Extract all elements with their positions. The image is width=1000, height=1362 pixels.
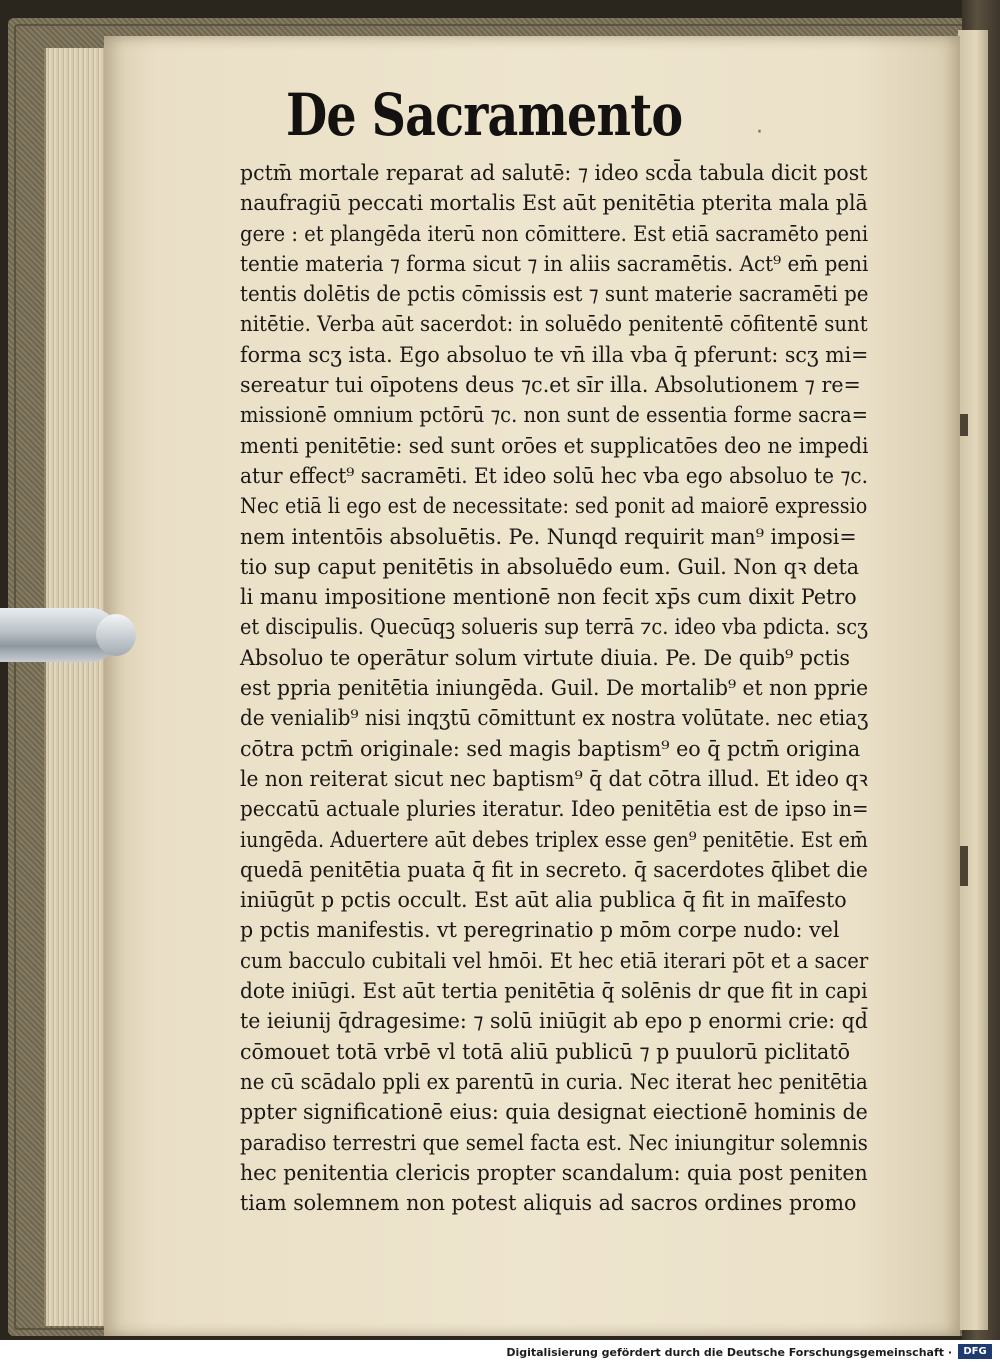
text-line: cōmouet totā vrbē vl totā aliū publicū ⁊ p puulorū piclitatō	[240, 1039, 851, 1064]
text-line: ppter significationē eius: quia designat eiectionē hominis de	[240, 1100, 868, 1125]
text-line: gere : et plangēda iterū non cōmittere. Est etiā sacramēto peni	[240, 221, 869, 246]
text-line: Nec etiā li ego est de necessitate: sed ponit ad maiorē expressio	[240, 494, 868, 519]
funding-credit: Digitalisierung gefördert durch die Deutsche Forschungsgemeinschaft ·	[506, 1346, 952, 1359]
text-line: forma scʒ ista. Ego absoluo te vn̄ illa vba q̄ pferunt: scʒ mi=	[240, 342, 869, 367]
text-line: tiam solemnem non potest aliquis ad sacros ordines promo	[240, 1191, 857, 1216]
text-line: te ieiunij q̄dragesime: ⁊ solū iniūgit ab epo p enormi crie: qd̄	[240, 1009, 868, 1034]
text-line: hec penitentia clericis propter scandalum: quia post peniten	[240, 1160, 868, 1185]
text-line: atur effect⁹ sacramēti. Et ideo solū hec vba ego absoluo te ⁊c.	[240, 463, 868, 488]
text-line: cōtra pctm̄ originale: sed magis baptism⁹ eo q̄ pctm̄ origina	[240, 736, 861, 761]
text-line: p pctis manifestis. vt peregrinatio p mōm corpe nudo: vel	[240, 918, 840, 943]
text-line: peccatū actuale pluries iteratur. Ideo penitētia est de ipso in=	[240, 797, 869, 822]
page-edge-mark	[960, 414, 968, 436]
text-line: paradiso terrestri que semel facta est. Nec iniungitur solemnis	[240, 1130, 868, 1155]
text-line: menti penitētie: sed sunt orōes et supplicatōes deo ne impedi	[240, 433, 869, 458]
text-line: quedā penitētia puata q̄ fit in secreto. q̄ sacerdotes q̄libet die	[240, 857, 868, 882]
facing-page-edge	[958, 30, 988, 1330]
text-line: iniūgūt p pctis occult. Est aūt alia publica q̄ fit in maīfesto	[240, 888, 847, 913]
text-line: ne cū scādalo ppli ex parentū in curia. Nec iterat hec penitētia	[240, 1069, 868, 1094]
body-text	[240, 158, 880, 1218]
text-line: missionē omnium pctōrū ⁊c. non sunt de essentia forme sacra=	[240, 403, 868, 428]
dfg-logo: DFG	[958, 1344, 992, 1359]
text-line: tio sup caput penitētis in absoluēdo eum. Guil. Non qꝛ deta	[240, 554, 860, 579]
page-edge-mark	[960, 846, 968, 886]
text-line: tentie materia ⁊ forma sicut ⁊ in aliis sacramētis. Act⁹ em̄ peni	[240, 251, 869, 276]
text-line: pctm̄ mortale reparat ad salutē: ⁊ ideo scd̄a tabula dicit post	[240, 161, 868, 185]
text-line: nitētie. Verba aūt sacerdot: in soluēdo penitentē cōfitentē sunt	[240, 312, 868, 337]
page-heading: De Sacramento	[286, 81, 683, 149]
text-line: est ppria penitētia iniungēda. Guil. De mortalib⁹ et non pprie	[240, 676, 869, 701]
clamp-tip	[96, 614, 136, 656]
text-line: Absoluo te operātur solum virtute diuia. Pe. De quib⁹ pctis	[240, 645, 850, 670]
text-line: li manu impositione mentionē non fecit xp̄s cum dixit Petro	[240, 585, 857, 610]
text-line: naufragiū peccati mortalis Est aūt penitētia pterita mala plā	[240, 191, 868, 216]
text-line: de venialib⁹ nisi inqʒtū cōmittunt ex nostra volūtate. nec etiaʒ	[240, 706, 869, 731]
text-line: tentis dolētis de pctis cōmissis est ⁊ sunt materie sacramēti pe	[240, 282, 869, 307]
text-line: le non reiterat sicut nec baptism⁹ q̄ dat cōtra illud. Et ideo qꝛ	[240, 766, 868, 791]
text-line: iungēda. Aduertere aūt debes triplex esse gen⁹ penitētie. Est em̄	[240, 827, 868, 852]
margin-mark: ·	[756, 120, 763, 145]
book-clamp	[0, 596, 140, 676]
text-line: nem intentōis absoluētis. Pe. Nunqd requirit man⁹ imposi=	[240, 524, 857, 549]
text-line: sereatur tui oīpotens deus ⁊c.et sīr illa. Absolutionem ⁊ re=	[240, 373, 861, 398]
text-line: et discipulis. Quecūqꝫ solueris sup terrā ⁊c. ideo vba pdicta. scʒ	[240, 615, 868, 640]
text-line: dote iniūgi. Est aūt tertia penitētia q̄ solēnis dr que fit in capi	[240, 979, 868, 1004]
text-line: cum bacculo cubitali vel hmōi. Et hec etiā iterari pōt et a sacer	[240, 948, 869, 973]
